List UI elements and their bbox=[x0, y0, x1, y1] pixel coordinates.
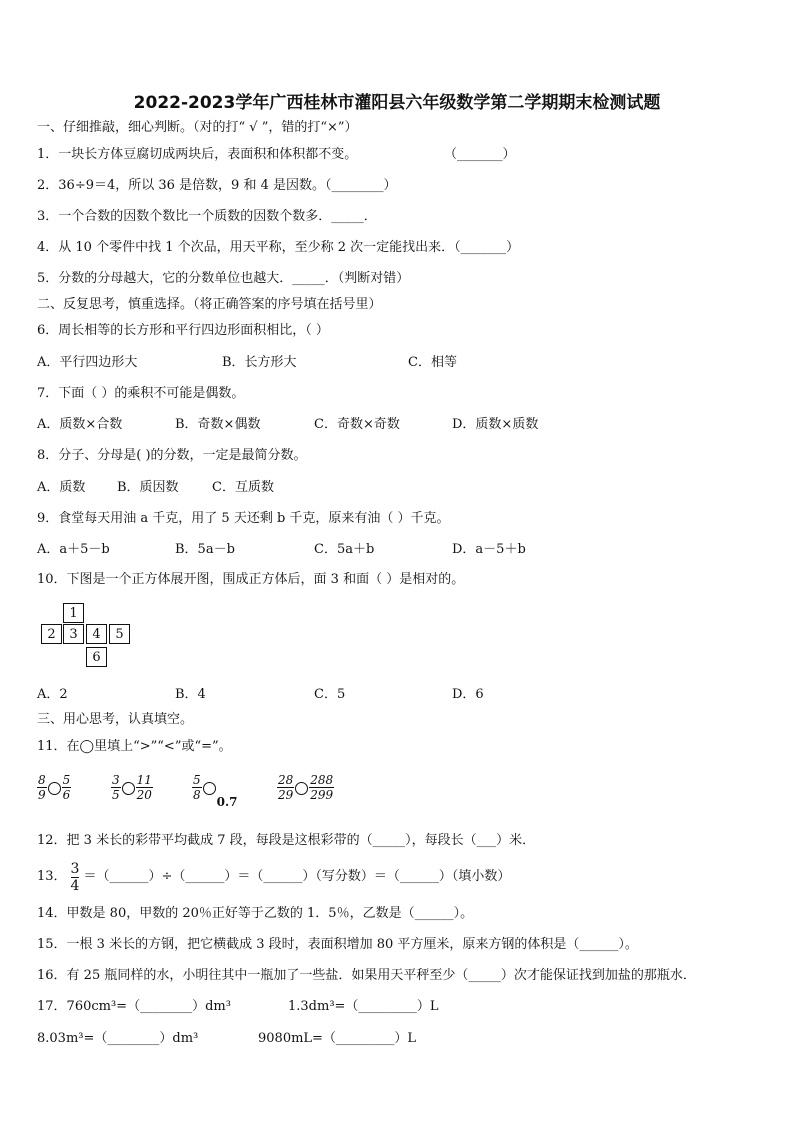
question-4: 4．从 10 个零件中找 1 个次品，用天平称，至少称 2 次一定能找出来．（_______） bbox=[37, 240, 520, 255]
question-11: 11．在◯里填上“>”“<”或“=”。 bbox=[37, 739, 232, 754]
question-12: 12．把 3 米长的彩带平均截成 7 段，每段是这根彩带的（_____），每段长（___）米． bbox=[37, 833, 536, 848]
comparison-4 bbox=[277, 774, 334, 802]
fraction-three-quarters bbox=[71, 861, 80, 894]
question-1: 1．一块长方体豆腐切成两块后，表面积和体积都不变。 bbox=[37, 147, 358, 162]
fraction-denominator: 4 bbox=[70, 877, 80, 894]
net-face-2: 2 bbox=[41, 624, 62, 644]
question-7-option-c[interactable]: C．奇数×奇数 bbox=[314, 417, 400, 432]
fraction-denominator: 6 bbox=[62, 788, 71, 802]
fraction-denominator: 8 bbox=[193, 788, 201, 802]
question-10-option-a[interactable]: A．2 bbox=[37, 687, 68, 702]
question-16: 16．有 25 瓶同样的水，小明往其中一瓶加了一些盐．如果用天平秤至少（_____）次才能保证找到加盐的那瓶水． bbox=[37, 968, 696, 983]
question-1-answer-blank[interactable]: （_______） bbox=[444, 147, 516, 162]
section-2-heading: 二、反复思考，慎重选择。（将正确答案的序号填在括号里） bbox=[37, 297, 382, 312]
fraction-numerator: 8 bbox=[38, 773, 46, 787]
net-face-4: 4 bbox=[86, 624, 107, 644]
section-3-heading: 三、用心思考，认真填空。 bbox=[37, 712, 194, 727]
compare-circle-blank[interactable] bbox=[122, 782, 135, 795]
question-15: 15．一根 3 米长的方钢，把它横截成 3 段时，表面积增加 80 平方厘米，原来方钢的体积是（______）。 bbox=[37, 937, 638, 952]
fraction-denominator: 29 bbox=[278, 788, 294, 802]
question-9-option-a[interactable]: A．a＋5－b bbox=[37, 542, 110, 557]
cube-net-diagram bbox=[41, 603, 133, 669]
question-9-option-b[interactable]: B．5a－b bbox=[175, 542, 235, 557]
question-10: 10．下图是一个正方体展开图，围成正方体后，面 3 和面（ ）是相对的。 bbox=[37, 572, 465, 587]
fraction-numerator: 3 bbox=[112, 773, 120, 787]
comparison-1 bbox=[37, 774, 71, 802]
fraction-numerator: 11 bbox=[136, 773, 152, 787]
fraction-numerator: 5 bbox=[193, 773, 201, 787]
section-1-heading: 一、仔细推敲，细心判断。（对的打“ √ ”，错的打“×”） bbox=[37, 120, 358, 135]
page-title: 2022-2023学年广西桂林市灌阳县六年级数学第二学期期末检测试题 bbox=[133, 93, 661, 113]
question-7-option-b[interactable]: B．奇数×偶数 bbox=[175, 417, 261, 432]
net-face-3: 3 bbox=[63, 624, 84, 644]
net-face-5: 5 bbox=[109, 624, 130, 644]
question-17-part-b: 1.3dm³=（_________）L bbox=[288, 999, 439, 1014]
question-14: 14．甲数是 80，甲数的 20％正好等于乙数的 1．5％，乙数是（______）。 bbox=[37, 906, 474, 921]
fraction-numerator: 3 bbox=[70, 860, 80, 877]
fraction-denominator: 20 bbox=[136, 788, 152, 802]
fraction-denominator: 299 bbox=[310, 788, 334, 802]
question-9-option-c[interactable]: C．5a＋b bbox=[314, 542, 375, 557]
question-7-option-d[interactable]: D．质数×质数 bbox=[452, 417, 539, 432]
fraction-denominator: 9 bbox=[38, 788, 46, 802]
fraction-numerator: 28 bbox=[278, 773, 294, 787]
question-7-option-a[interactable]: A．质数×合数 bbox=[37, 417, 123, 432]
fraction-denominator: 5 bbox=[112, 788, 120, 802]
question-8-option-b[interactable]: B．质因数 bbox=[117, 480, 179, 495]
question-13-text: ＝（______）÷（______）＝（______）（写分数）＝（______）（填小数） bbox=[83, 869, 511, 884]
comparison-3 bbox=[192, 773, 238, 809]
question-3: 3．一个合数的因数个数比一个质数的因数个数多．_____． bbox=[37, 209, 377, 224]
question-6-option-c[interactable]: C．相等 bbox=[408, 355, 457, 370]
question-8-option-c[interactable]: C．互质数 bbox=[212, 480, 274, 495]
question-10-option-b[interactable]: B．4 bbox=[175, 687, 206, 702]
question-5: 5．分数的分母越大，它的分数单位也越大．_____．（判断对错） bbox=[37, 271, 410, 286]
compare-circle-blank[interactable] bbox=[48, 782, 61, 795]
question-7: 7．下面（ ）的乘积不可能是偶数。 bbox=[37, 386, 245, 401]
question-8-option-a[interactable]: A．质数 bbox=[37, 480, 86, 495]
question-10-option-c[interactable]: C．5 bbox=[314, 687, 346, 702]
question-6-option-a[interactable]: A．平行四边形大 bbox=[37, 355, 138, 370]
net-face-6: 6 bbox=[86, 647, 107, 667]
fraction-numerator: 288 bbox=[310, 773, 334, 787]
decimal-value: 0.7 bbox=[216, 795, 238, 809]
question-6: 6．周长相等的长方形和平行四边形面积相比，（ ） bbox=[37, 323, 329, 338]
compare-circle-blank[interactable] bbox=[295, 782, 308, 795]
question-17-part-a: 17．760cm³=（________）dm³ bbox=[37, 999, 231, 1014]
question-17-part-d: 9080mL=（_________）L bbox=[258, 1031, 417, 1046]
net-face-1: 1 bbox=[63, 603, 84, 623]
question-10-option-d[interactable]: D．6 bbox=[452, 687, 484, 702]
question-9-option-d[interactable]: D．a－5＋b bbox=[452, 542, 526, 557]
question-6-option-b[interactable]: B．长方形大 bbox=[222, 355, 297, 370]
question-2: 2．36÷9＝4，所以 36 是倍数，9 和 4 是因数。（________） bbox=[37, 178, 397, 193]
question-17-part-c: 8.03m³=（________）dm³ bbox=[37, 1031, 199, 1046]
comparison-2 bbox=[111, 774, 153, 802]
compare-circle-blank[interactable] bbox=[203, 782, 216, 795]
question-13 bbox=[37, 857, 510, 897]
question-8: 8．分子、分母是( )的分数，一定是最简分数。 bbox=[37, 448, 307, 463]
question-13-label: 13． bbox=[37, 869, 67, 884]
fraction-numerator: 5 bbox=[62, 773, 71, 787]
question-9: 9．食堂每天用油 a 千克，用了 5 天还剩 b 千克，原来有油（ ）千克。 bbox=[37, 511, 450, 526]
